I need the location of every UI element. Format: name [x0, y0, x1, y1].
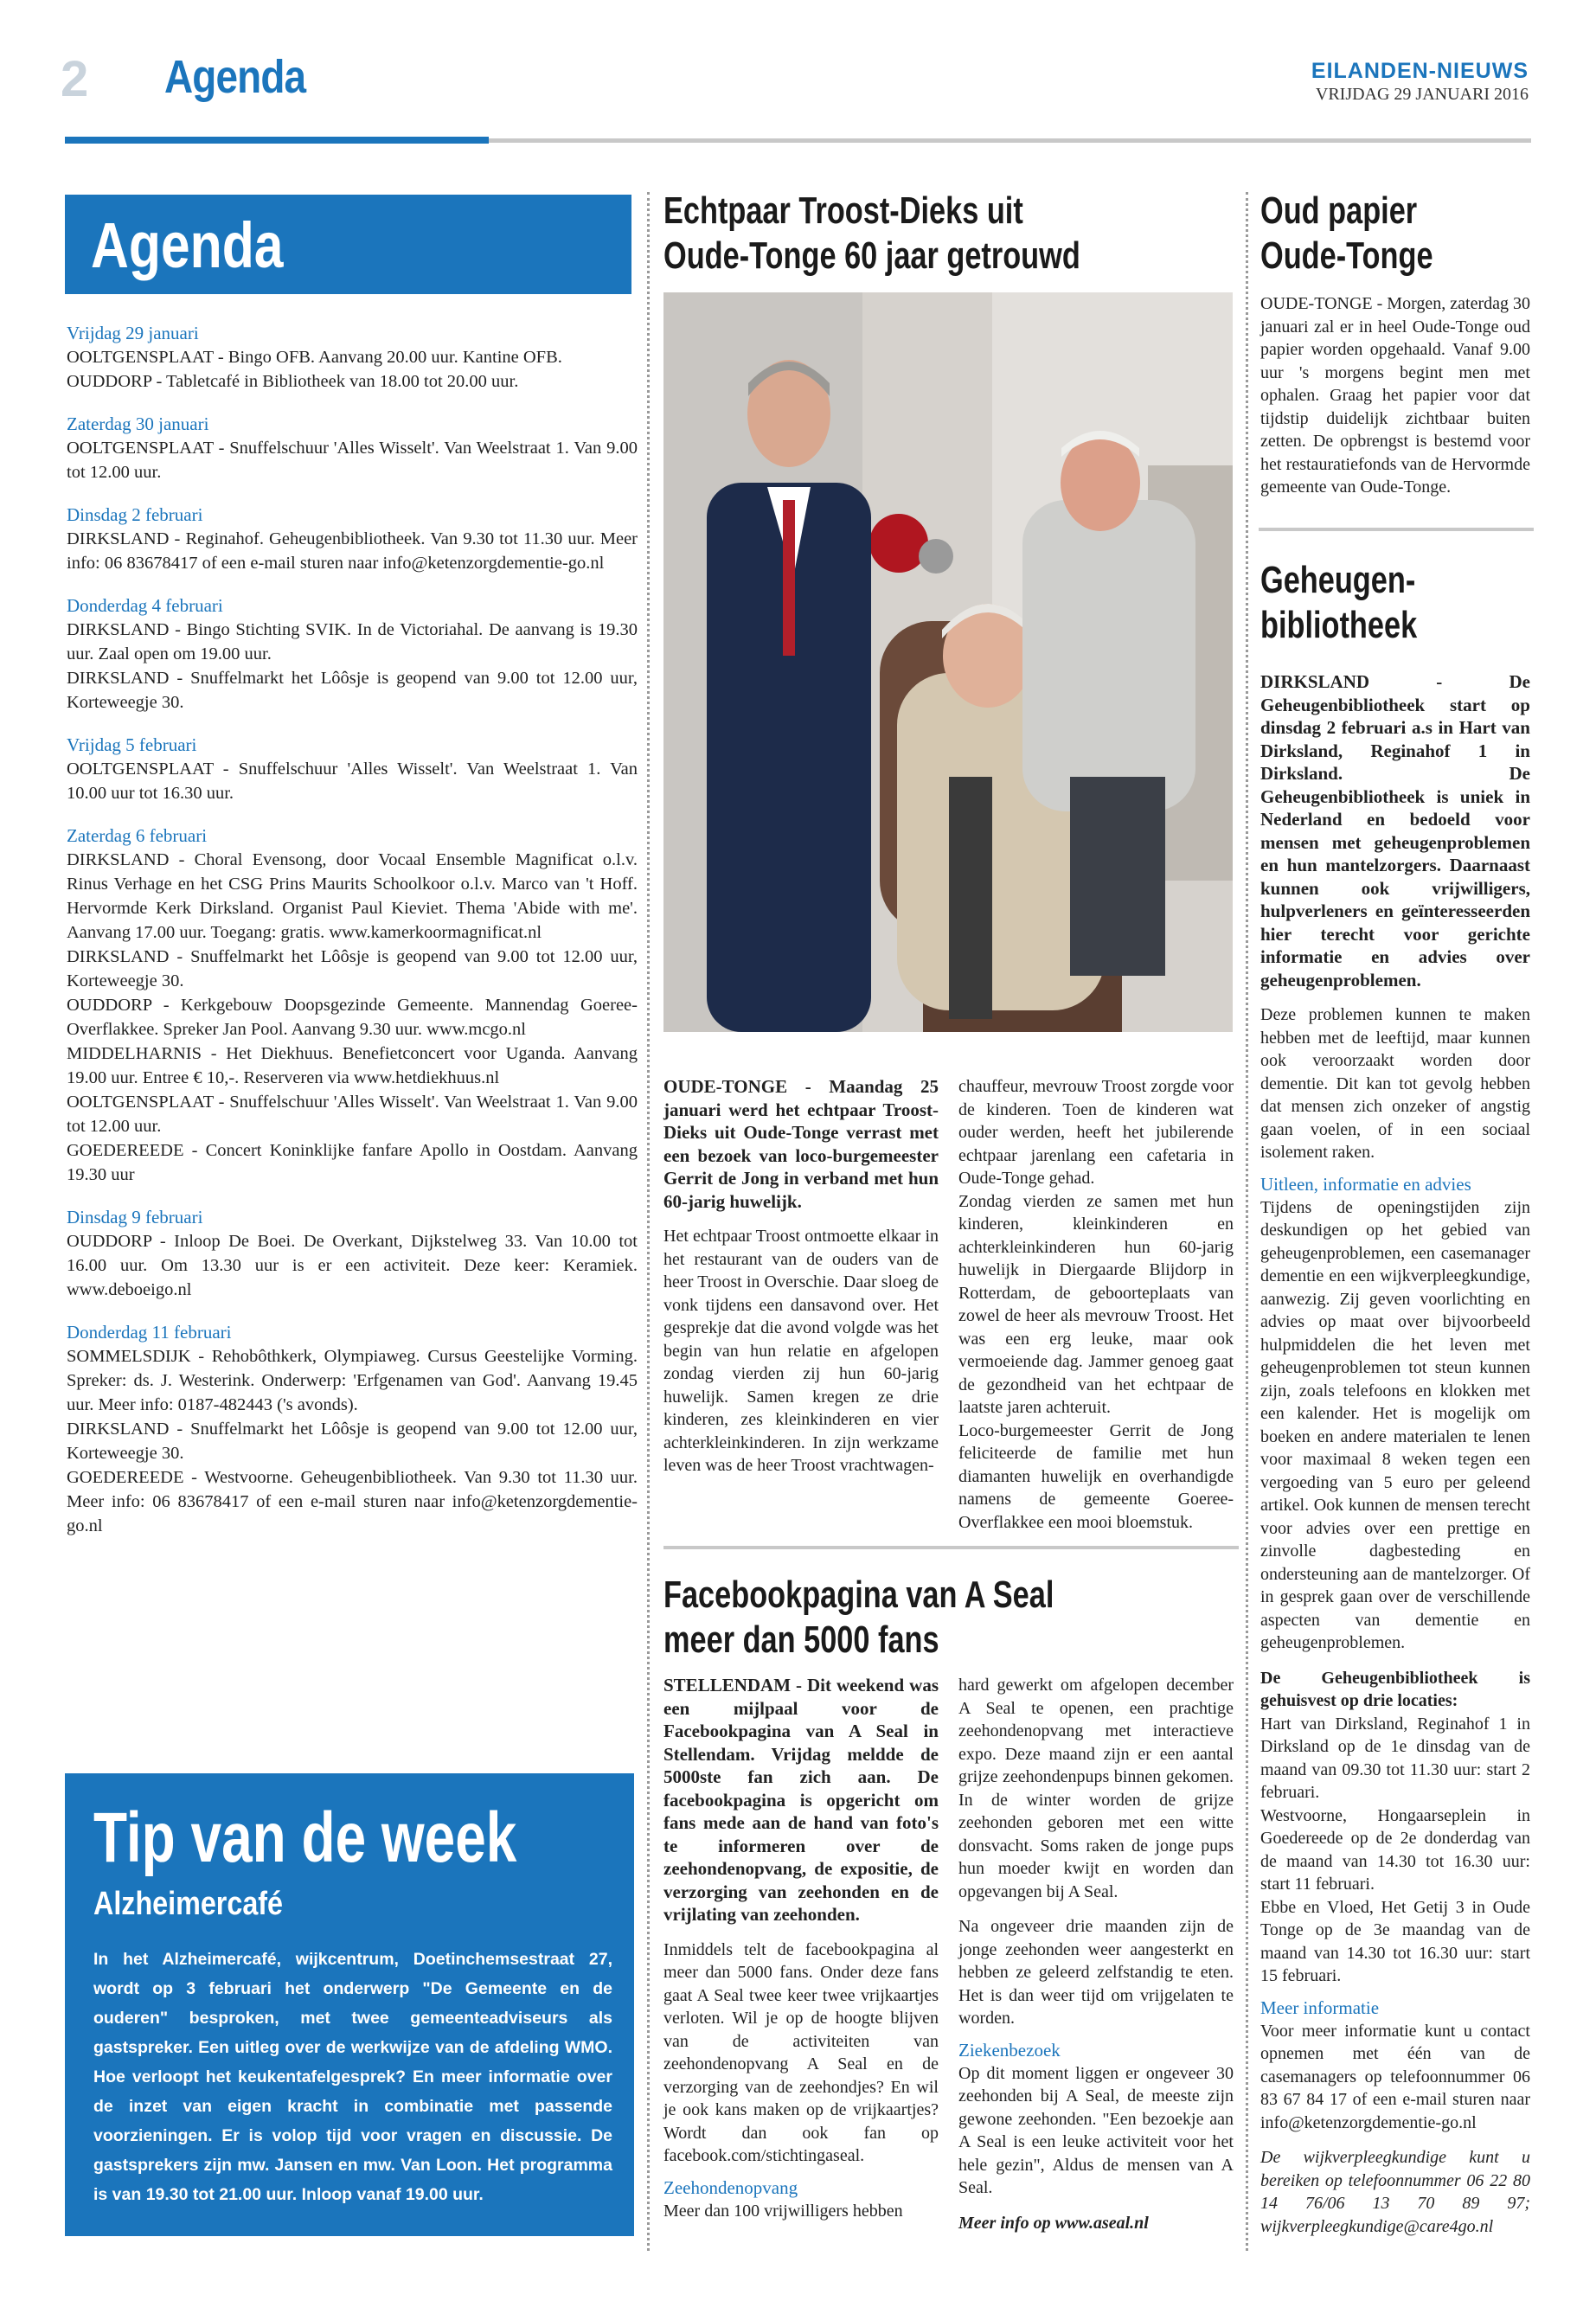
article-geheugen-lead: DIRKSLAND - De Geheugenbibliotheek start op dinsdag 2 februari a.s in Hart van Dirksland, Reginahof 1 in Dirksland. De Geheugenbibliotheek is uniek in Nederland en bedoeld voor mensen met geheugenproblemen en hun mantelzorgers. Daarnaast kunnen ook vrijwilligers, hulpverleners en geïnteresseerden hier terecht voor gerichte informatie en advies over geheugenproblemen.: [1260, 671, 1530, 990]
article-troost-column-1: [663, 1075, 939, 1477]
article-geheugen-column: [1260, 670, 1530, 2238]
article-aseal-column-1: [663, 1674, 939, 2222]
agenda-day: [67, 1321, 638, 1538]
article-aseal-subhead-1: Zeehondenopvang: [663, 2176, 798, 2198]
agenda-entry: DIRKSLAND - Reginahof. Geheugenbibliotheek. Van 9.30 tot 11.30 uur. Meer info: 06 83678417 of een e-mail sturen naar info@ketenzorgdementie-go.nl: [67, 529, 638, 573]
article-troost-body-2: chauffeur, mevrouw Troost zorgde voor de kinderen. Toen de kinderen wat ouder werden, heeft het jubilerende echtpaar jarenlang een cafetaria in Oude-Tonge gehad.: [958, 1077, 1234, 1188]
article-aseal-body-2: Meer dan 100 vrijwilligers hebben: [663, 2201, 903, 2221]
header-rule-accent: [65, 137, 489, 144]
section-title: Agenda: [164, 51, 306, 103]
gap: [1260, 1655, 1530, 1667]
article-aseal-column-2: [958, 1674, 1234, 2234]
agenda-entry: DIRKSLAND - Snuffelmarkt het Lôôsje is geopend van 9.00 tot 12.00 uur, Korteweegje 30.: [67, 669, 638, 712]
article-troost-column-2: [958, 1075, 1234, 1534]
page-number: 2: [61, 51, 89, 107]
article-aseal-subhead-2: Ziekenbezoek: [958, 2039, 1061, 2061]
agenda-date: Dinsdag 9 februari: [67, 1207, 203, 1227]
agenda-entry: OUDDORP - Kerkgebouw Doopsgezinde Gemeente. Mannendag Goeree-Overflakkee. Spreker Jan Pool. Aanvang 9.30 uur. www.mcgo.nl: [67, 996, 638, 1039]
article-aseal-body-1: Inmiddels telt de facebookpagina al meer dan 5000 fans. Onder deze fans gaat A Seal twee keer twee vrijkaartjes verloten. Wil je op de hoogte blijven van de activiteiten van zeehondenopvang A Seal en de verzorging van de zeehondjes? En wil je ook kans maken op de vrijkaartjes? Wordt dan ook fan op facebook.com/stichtingaseal.: [663, 1939, 939, 2165]
gap: [958, 2200, 1234, 2212]
publication-date: VRIJDAG 29 JANUARI 2016: [1315, 85, 1529, 104]
gap: [1260, 991, 1530, 1003]
agenda-date: Dinsdag 2 februari: [67, 504, 203, 525]
header-rule: [489, 138, 1531, 143]
article-geheugen-subhead-2: Meer informatie: [1260, 1997, 1380, 2018]
agenda-entry: MIDDELHARNIS - Het Diekhuus. Benefietconcert voor Uganda. Aanvang 19.00 uur. Entree € 10,-. Reserveren via www.hetdiekhuus.nl: [67, 1044, 638, 1087]
tip-body: In het Alzheimercafé, wijkcentrum, Doetinchemsestraat 27, wordt op 3 februari het onderwerp "De Gemeente en de ouderen" besproken, met twee gemeenteadviseurs als gastspreker. Een uitleg over de werkwijze van de afdeling WMO. Hoe verloopt het keukentafelgesprek? En meer informatie over de inzet van eigen kracht in combinatie met passende voorzieningen. Er is volop tijd voor vragen en discussie. De gastsprekers zijn mw. Jansen en mw. Van Loon. Het programma is van 19.30 tot 21.00 uur. Inloop vanaf 19.00 uur.: [93, 1950, 612, 2204]
agenda-entry: GOEDEREEDE - Concert Koninklijke fanfare Apollo in Oostdam. Aanvang 19.30 uur: [67, 1141, 638, 1184]
gap: [958, 1903, 1234, 1915]
gap: [663, 1926, 939, 1939]
column-divider-right: [1246, 192, 1248, 2251]
agenda-entry: GOEDEREEDE - Westvoorne. Geheugenbibliotheek. Van 9.30 tot 11.30 uur. Meer info: 06 83678417 of een e-mail sturen naar info@ketenzorgdementie-go.nl: [67, 1468, 638, 1535]
article-papier-headline-line1: Oud papier: [1260, 189, 1418, 232]
agenda-day: [67, 594, 638, 715]
agenda-day: [67, 413, 638, 484]
agenda-list: [67, 322, 638, 1557]
article-troost-body-4: Loco-burgemeester Gerrit de Jong feliciteerde de familie met hun diamanten huwelijk en overhandigde namens de gemeente Goeree-Overflakkee een mooi bloemstuk.: [958, 1420, 1234, 1532]
article-geheugen-body-2: Tijdens de openingstijden zijn deskundigen op het gebied van geheugenproblemen, een casemanager dementie en een wijkverpleegkundige, aanwezig. Zij geven voorlichting en advies op maat over bijvoorbeeld hulpmiddelen die het leven met geheugenproblemen tot steun kunnen zijn, zoals telefoons en klokken met een kalender. Het is mogelijk om boeken en andere materialen te lenen voor maximaal 8 weken tegen een vergoeding van 5 euro per geleend artikel. Ook kunnen de mensen terecht voor advies over een prettige en zinvolle dagbesteding en ondersteuning aan de mantelzorger. Of in gesprek gaan over de verschillende aspecten van dementie en geheugenproblemen.: [1260, 1197, 1530, 1652]
tip-title: Tip van de week: [93, 1798, 517, 1877]
article-geheugen-location-3: Ebbe en Vloed, Het Getij 3 in Oude Tonge op de 3e maandag van de maand van 14.30 tot 16.30 uur: start 15 februari.: [1260, 1897, 1530, 1985]
article-aseal-lead: STELLENDAM - Dit weekend was een mijlpaal voor de Facebookpagina van A Seal in Stellendam. Vrijdag meldde de 5000ste fan zich aan. De facebookpagina is opgericht om fans mede aan de hand van foto's te informeren over de zeehondenopvang, de expositie, de verzorging van zeehonden en de vrijlating van zeehonden.: [663, 1675, 939, 1925]
agenda-day: [67, 734, 638, 805]
agenda-date: Zaterdag 6 februari: [67, 825, 208, 846]
agenda-date: Vrijdag 5 februari: [67, 734, 197, 755]
agenda-day: [67, 1206, 638, 1302]
article-geheugen-body-1: Deze problemen kunnen te maken hebben met de leeftijd, maar kunnen ook veroorzaakt worden door dementie. Dit kan tot gevolg hebben dat mensen zich onzeker of angstig gaan voelen, of in een sociaal isolement raken.: [1260, 1005, 1530, 1162]
agenda-date: Donderdag 4 februari: [67, 595, 223, 616]
article-troost-body-3: Zondag vierden ze samen met hun kinderen, kleinkinderen en achterkleinkinderen hun 60-jarig huwelijk in Diergaarde Blijdorp in Rotterdam, de geboorteplaats van zowel de heer als mevrouw Troost. Het was een erg leuke, maar ook vermoeiende dag. Jammer genoeg gaat de gezondheid van het echtpaar de laatste jaren achteruit.: [958, 1191, 1234, 1417]
article-geheugen-footer-note: De wijkverpleegkundige kunt u bereiken op telefoonnummer 06 22 80 14 76/06 13 70 89 97; wijkverpleegkundige@care4go.nl: [1260, 2148, 1530, 2236]
agenda-entry: DIRKSLAND - Snuffelmarkt het Lôôsje is geopend van 9.00 tot 12.00 uur, Korteweegje 30.: [67, 947, 638, 990]
agenda-entry: SOMMELSDIJK - Rehobôthkerk, Olympiaweg. Cursus Geestelijke Vorming. Spreker: ds. J. Westerink. Onderwerp: 'Erfgenamen van God'. Aanvang 19.45 uur. Meer info: 0187-482443 ('s avonds).: [67, 1347, 638, 1414]
article-papier-body: OUDE-TONGE - Morgen, zaterdag 30 januari zal er in heel Oude-Tonge oud papier worden opgehaald. Vanaf 9.00 uur 's morgens begint men met ophalen. Graag het papier voor dat tijdstip duidelijk zichtbaar buiten zetten. De opbrengst is bestemd voor het restauratiefonds van de Hervormde gemeente van Oude-Tonge.: [1260, 294, 1530, 497]
agenda-entry: OOLTGENSPLAAT - Bingo OFB. Aanvang 20.00 uur. Kantine OFB.: [67, 348, 562, 367]
agenda-entry: DIRKSLAND - Snuffelmarkt het Lôôsje is geopend van 9.00 tot 12.00 uur, Korteweegje 30.: [67, 1420, 638, 1463]
article-divider: [663, 1546, 1239, 1549]
agenda-date: Vrijdag 29 januari: [67, 323, 199, 343]
article-aseal-more-info: Meer info op www.aseal.nl: [958, 2213, 1149, 2233]
column-divider-left: [647, 192, 650, 2251]
article-geheugen-headline-line1: Geheugen-: [1260, 559, 1416, 601]
agenda-box-title: Agenda: [91, 209, 284, 281]
article-troost-headline-line2: Oude-Tonge 60 jaar getrouwd: [663, 234, 1080, 277]
agenda-entry: DIRKSLAND - Bingo Stichting SVIK. In de Victoriahal. De aanvang is 19.30 uur. Zaal open om 19.00 uur.: [67, 620, 638, 663]
article-geheugen-location-1: Hart van Dirksland, Reginahof 1 in Dirksland op de 1e dinsdag van de maand van 09.30 tot 11.30 uur: start 2 februari.: [1260, 1714, 1530, 1802]
gap: [1260, 2134, 1530, 2146]
article-geheugen-location-2: Westvoorne, Hongaarseplein in Goedereede op de 2e donderdag van de maand van 14.30 tot 16.30 uur: start 11 februari.: [1260, 1805, 1530, 1894]
article-papier-column: [1260, 292, 1530, 499]
article-geheugen-headline-line2: bibliotheek: [1260, 604, 1418, 646]
article-aseal-body-3: hard gewerkt om afgelopen december A Seal te openen, een prachtige zeehondenopvang met interactieve expo. Deze maand zijn er een aantal grijze zeehondenpups binnen gekomen. In de winter worden de grijze zeehonden geboren met een witte donsvacht. Soms raken de jonge pups hun moeder kwijt en worden dan opgevangen bij A Seal.: [958, 1676, 1234, 1901]
agenda-title-box: [65, 195, 631, 294]
agenda-day: [67, 824, 638, 1187]
article-troost-body-1: Het echtpaar Troost ontmoette elkaar in het restaurant van de ouders van de heer Troost in Overschie. Daar sloeg de vonk tijdens een dansavond over. Het gesprekje dat die avond volgde was het begin van hun relatie en afgelopen zondag vierden zij hun 60-jarig huwelijk. Samen kregen ze drie kinderen, zes kleinkinderen en vier achterkleinkinderen. In zijn werkzame leven was de heer Troost vrachtwagen-: [663, 1227, 939, 1475]
article-aseal-body-5: Op dit moment liggen er ongeveer 30 zeehonden bij A Seal, de meeste zijn gewone zeehonden. "Een bezoekje aan A Seal is een leuke activiteit voor het hele gezin", Aldus de mensen van A Seal.: [958, 2063, 1234, 2197]
agenda-day: [67, 503, 638, 575]
article-geheugen-body-3: Voor meer informatie kunt u contact opnemen met één van de casemanagers op telefoonnummer 06 83 67 84 17 of een e-mail sturen naar info@ketenzorgdementie-go.nl: [1260, 2021, 1530, 2132]
article-geheugen-subhead-1: Uitleen, informatie en advies: [1260, 1173, 1471, 1195]
agenda-entry: OOLTGENSPLAAT - Snuffelschuur 'Alles Wisselt'. Van Weelstraat 1. Van 9.00 tot 12.00 uur.: [67, 439, 638, 482]
article-aseal-headline-line1: Facebookpagina van A Seal: [663, 1574, 1054, 1616]
newspaper-logo: EILANDEN-NIEUWS: [1311, 59, 1529, 83]
agenda-date: Donderdag 11 februari: [67, 1322, 232, 1343]
agenda-entry: OUDDORP - Tabletcafé in Bibliotheek van 18.00 tot 20.00 uur.: [67, 372, 519, 391]
agenda-entry: OOLTGENSPLAAT - Snuffelschuur 'Alles Wisselt'. Van Weelstraat 1. Van 10.00 uur tot 16.30 uur.: [67, 760, 638, 803]
agenda-date: Zaterdag 30 januari: [67, 413, 209, 434]
article-troost-lead: OUDE-TONGE - Maandag 25 januari werd het echtpaar Troost-Dieks uit Oude-Tonge verrast met een bezoek van loco-burgemeester Gerrit de Jong in verband met hun 60-jarig huwelijk.: [663, 1076, 939, 1212]
tip-subtitle: Alzheimercafé: [93, 1886, 284, 1922]
agenda-entry: OOLTGENSPLAAT - Snuffelschuur 'Alles Wisselt'. Van Weelstraat 1. Van 9.00 tot 12.00 uur.: [67, 1093, 638, 1136]
article-aseal-body-4: Na ongeveer drie maanden zijn de jonge zeehonden weer aangesterkt en hebben ze geleerd zelfstandig te eten. Het is dan weer tijd om vrijgelaten te worden.: [958, 1917, 1234, 2028]
article-divider-right: [1259, 528, 1534, 531]
couple-photo: [663, 292, 1233, 1032]
article-papier-headline-line2: Oude-Tonge: [1260, 234, 1433, 277]
agenda-entry: OUDDORP - Inloop De Boei. De Overkant, Dijkstelweg 33. Van 10.00 tot 16.00 uur. Om 13.30 uur is er een activiteit. Deze keer: Keramiek. www.deboeigo.nl: [67, 1232, 638, 1299]
tip-van-de-week-box: [65, 1773, 634, 2236]
article-geheugen-locations-lead: De Geheugenbibliotheek is gehuisvest op drie locaties:: [1260, 1668, 1530, 1710]
gap: [663, 1213, 939, 1225]
article-troost-headline-line1: Echtpaar Troost-Dieks uit: [663, 189, 1023, 232]
agenda-day: [67, 322, 638, 394]
article-aseal-headline-line2: meer dan 5000 fans: [663, 1618, 939, 1661]
agenda-entry: DIRKSLAND - Choral Evensong, door Vocaal Ensemble Magnificat o.l.v. Rinus Verhage en het CSG Prins Maurits Schoolkoor o.l.v. Marco van 't Hoff. Hervormde Kerk Dirksland. Organist Paul Kieviet. Thema 'Abide with me'. Aanvang 17.00 uur. Toegang: gratis. www.kamerkoormagnificat.nl: [67, 850, 638, 942]
